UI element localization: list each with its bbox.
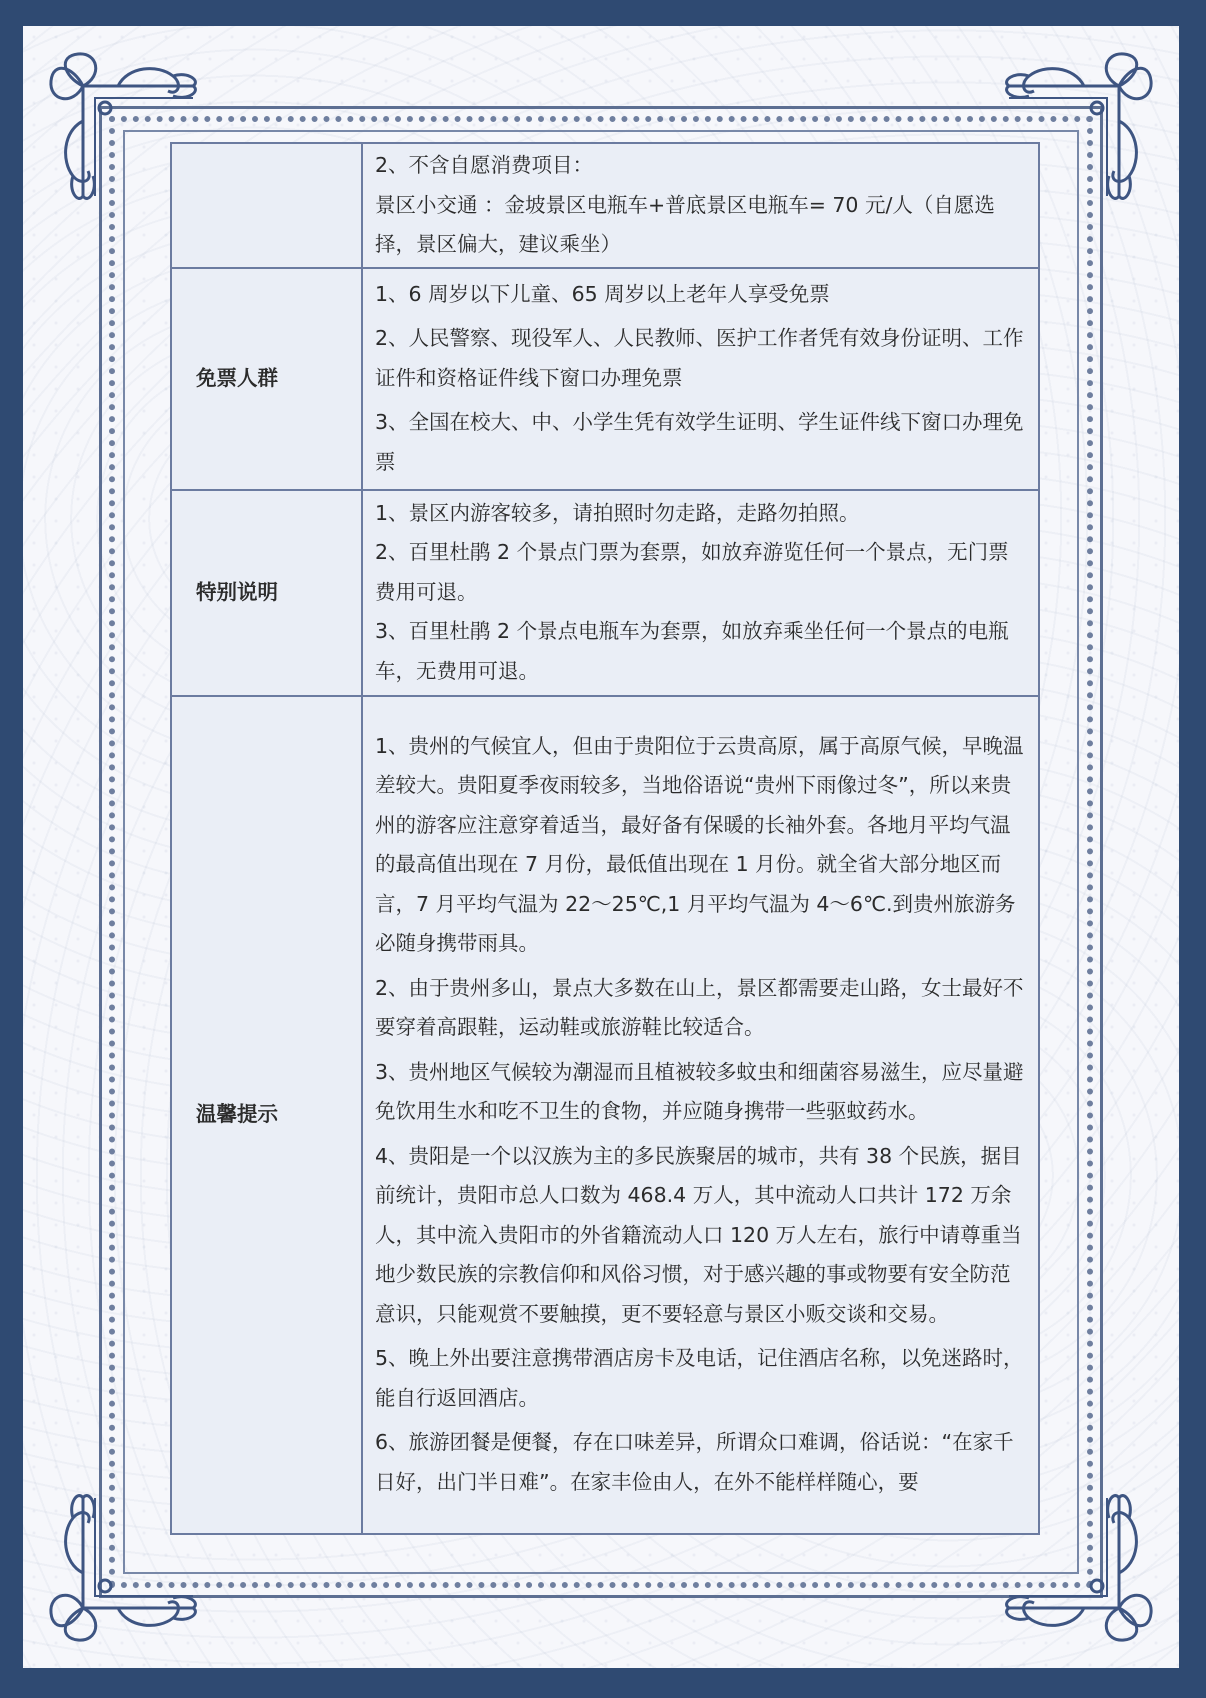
row-content (362, 490, 1039, 696)
paragraph: 6、旅游团餐是便餐，存在口味差异，所谓众口难调，俗话说：“在家千日好，出门半日难”。在家丰俭由人，在外不能样样随心，要 (375, 1430, 1014, 1494)
info-table (170, 142, 1040, 1535)
paragraph: 1、贵州的气候宜人，但由于贵阳位于云贵高原，属于高原气候，早晚温差较大。贵阳夏季夜雨较多，当地俗语说“贵州下雨像过冬”，所以来贵州的游客应注意穿着适当，最好备有保暖的长袖外套。各地月平均气温的最高值出现在 7 月份，最低值出现在 1 月份。就全省大部分地区而言，7 月平均气温为 22～25℃,1 月平均气温为 4～6℃.到贵州旅游务必随身携带雨具。 (375, 733, 1024, 956)
row-label: 特别说明 (171, 490, 362, 696)
row-label: 温馨提示 (171, 696, 362, 1534)
paragraph: 1、6 周岁以下儿童、65 周岁以上老年人享受免票 (375, 281, 830, 306)
paragraph: 景区小交通 ：金坡景区电瓶车+普底景区电瓶车= 70 元/人（自愿选择，景区偏大，建议乘坐） (375, 192, 995, 256)
row-content (362, 143, 1039, 268)
paragraph: 2、人民警察、现役军人、人民教师、医护工作者凭有效身份证明、工作证件和资格证件线下窗口办理免票 (375, 326, 1024, 390)
table-row (171, 268, 1039, 490)
paragraph: 5、晚上外出要注意携带酒店房卡及电话，记住酒店名称，以免迷路时，能自行返回酒店。 (375, 1346, 1024, 1410)
table-row (171, 143, 1039, 268)
paragraph: 3、贵州地区气候较为潮湿而且植被较多蚊虫和细菌容易滋生，应尽量避免饮用生水和吃不卫生的食物，并应随身携带一些驱蚊药水。 (375, 1059, 1024, 1124)
table-row (171, 696, 1039, 1534)
paragraph: 3、全国在校大、中、小学生凭有效学生证明、学生证件线下窗口办理免票 (375, 410, 1024, 474)
table-row (171, 490, 1039, 696)
paragraph: 2、由于贵州多山，景点大多数在山上，景区都需要走山路，女士最好不要穿着高跟鞋，运动鞋或旅游鞋比较适合。 (375, 975, 1024, 1040)
paragraph: 1、景区内游客较多，请拍照时勿走路，走路勿拍照。 (375, 500, 860, 525)
row-label: 免票人群 (171, 268, 362, 490)
paragraph: 4、贵阳是一个以汉族为主的多民族聚居的城市，共有 38 个民族，据目前统计，贵阳市总人口数为 468.4 万人，其中流动人口共计 172 万余人，其中流入贵阳市的外省籍流动人口 120 万人左右，旅行中请尊重当地少数民族的宗教信仰和风俗习惯，对于感兴趣的事或物要有安全防范意识，只能观赏不要触摸，更不要轻意与景区小贩交谈和交易。 (375, 1143, 1022, 1326)
paragraph: 3、百里杜鹃 2 个景点电瓶车为套票，如放弃乘坐任何一个景点的电瓶车，无费用可退。 (375, 619, 1009, 683)
paragraph: 2、百里杜鹃 2 个景点门票为套票，如放弃游览任何一个景点，无门票费用可退。 (375, 540, 1009, 604)
row-label (171, 143, 362, 268)
row-content (362, 696, 1039, 1534)
row-content (362, 268, 1039, 490)
paragraph: 2、不含自愿消费项目： (375, 153, 594, 177)
